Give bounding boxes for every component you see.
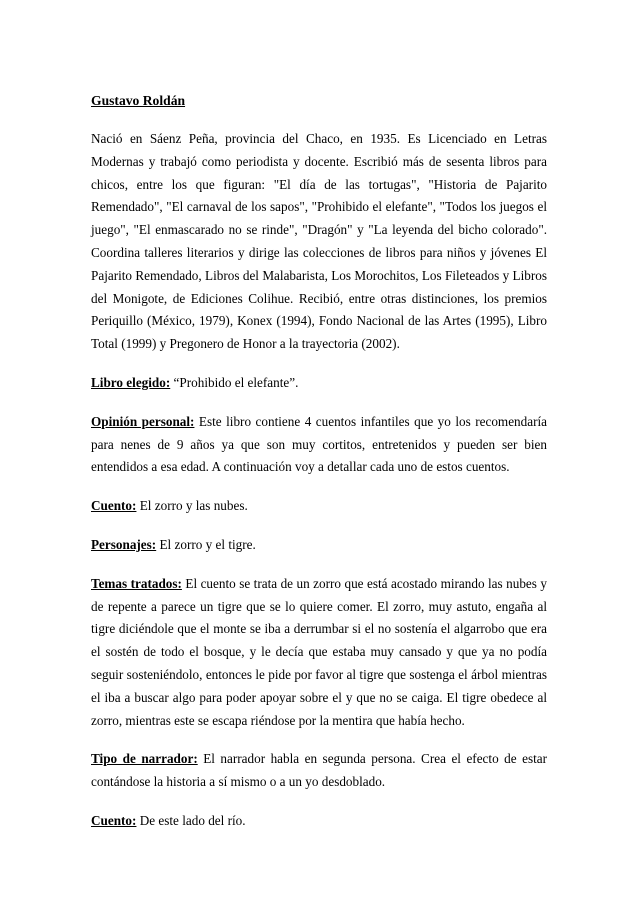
personal-opinion-paragraph [91,411,547,479]
story-paragraph-2 [91,810,547,833]
themes-text: El cuento se trata de un zorro que está acostado mirando las nubes y de repente a parece un tigre que se lo quiere comer. El zorro, muy astuto, engaña al tigre diciéndole que el monte se iba a derrumbar si el no sostenía el algarrobo que era el sostén de todo el bosque, y le decía que estaba muy cansado y que ya no podía seguir sosteniéndolo, entonces le pide por favor al tigre que sostenga el árbol mientras el iba a buscar algo para poder apoyar sobre el y que no se caiga. El tigre obedece al zorro, mientras este se escapa riéndose por la mentira que había hecho. [91,575,547,728]
characters-label: Personajes: [91,536,157,552]
author-bio-paragraph: Nació en Sáenz Peña, provincia del Chaco, en 1935. Es Licenciado en Letras Modernas y trabajó como periodista y docente. Escribió más de sesenta libros para chicos, entre los que figuran: "El día de las tortugas", "Historia de Pajarito Remendado", "El carnaval de los sapos", "Prohibido el elefante", "Todos los juegos el juego", "El enmascarado no se rinde", "Dragón" y "La leyenda del bicho colorado". Coordina talleres literarios y dirige las colecciones de libros para niños y jóvenes El Pajarito Remendado, Libros del Malabarista, Los Morochitos, Los Fileteados y Libros del Monigote, de Ediciones Colihue. Recibió, entre otras distinciones, los premios Periquillo (México, 1979), Konex (1994), Fondo Nacional de las Artes (1995), Libro Total (1999) y Pregonero de Honor a la trayectoria (2002). [91,131,547,352]
themes-paragraph [91,573,547,733]
narrator-type-text: El narrador habla en segunda persona. Crea el efecto de estar contándose la historia a sí mismo o a un yo desdoblado. [91,751,547,790]
story-text: El zorro y las nubes. [136,498,248,514]
personal-opinion-label: Opinión personal: [91,413,195,429]
personal-opinion-text: Este libro contiene 4 cuentos infantiles que yo los recomendaría para nenes de 9 años ya que son muy cortitos, entretenidos y pueden ser bien entendidos a esa edad. A continuación voy a detallar cada uno de estos cuentos. [91,413,547,475]
narrator-type-paragraph [91,748,547,794]
chosen-book-label: Libro elegido: [91,374,171,390]
story-label-2: Cuento: [91,812,137,828]
chosen-book-paragraph [91,372,547,395]
themes-label: Temas tratados: [91,575,182,591]
characters-paragraph [91,534,547,557]
narrator-type-label: Tipo de narrador: [91,751,198,767]
story-text-2: De este lado del río. [136,812,246,828]
story-label: Cuento: [91,498,137,514]
characters-text: El zorro y el tigre. [156,536,256,552]
story-paragraph [91,495,547,518]
author-title: Gustavo Roldán [91,93,186,108]
document-body [91,90,547,833]
chosen-book-text: “Prohibido el elefante”. [170,374,299,390]
